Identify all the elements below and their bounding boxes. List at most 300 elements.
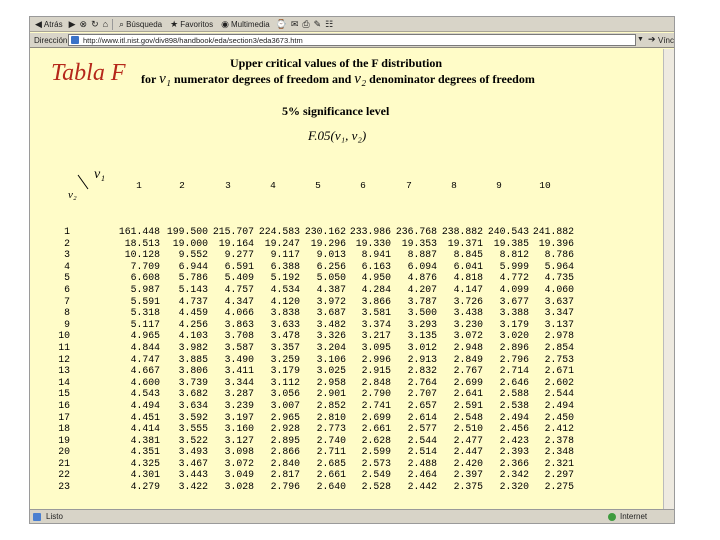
table-cell: 18.513 <box>124 237 160 249</box>
print-icon[interactable]: ⎙ <box>302 18 310 29</box>
search-label: Búsqueda <box>126 19 163 29</box>
table-cell: 3.443 <box>178 469 208 481</box>
table-row <box>30 296 674 308</box>
table-cell: 3.587 <box>224 341 254 353</box>
table-cell: 2.488 <box>407 457 437 469</box>
table-cell: 6.041 <box>453 260 483 272</box>
star-icon: ★ <box>170 18 179 29</box>
table-cell: 2.456 <box>499 423 529 435</box>
table-cell: 2.901 <box>316 388 346 400</box>
table-cell: 6.256 <box>316 260 346 272</box>
table-cell: 6.591 <box>224 260 254 272</box>
table-cell: 2.646 <box>499 376 529 388</box>
table-cell: 3.866 <box>361 295 391 307</box>
table-cell: 2.978 <box>544 330 574 342</box>
table-cell: 2.948 <box>453 341 483 353</box>
table-cell: 5.050 <box>316 272 346 284</box>
table-cell: 2.699 <box>361 411 391 423</box>
table-cell: 5.964 <box>544 260 574 272</box>
table-cell: 2.378 <box>544 434 574 446</box>
column-header: 6 <box>360 180 366 191</box>
table-cell: 8.845 <box>453 249 483 261</box>
table-cell: 4.066 <box>224 307 254 319</box>
home-icon[interactable]: ⌂ <box>102 18 109 29</box>
table-cell: 5.786 <box>178 272 208 284</box>
subheading-for: for <box>141 72 157 86</box>
significance-label: 5% significance level <box>282 104 390 118</box>
table-cell: 3.493 <box>178 446 208 458</box>
table-cell: 3.239 <box>224 399 254 411</box>
table-cell: 4.451 <box>130 411 160 423</box>
table-cell: 3.293 <box>407 318 437 330</box>
table-cell: 2.528 <box>361 481 391 493</box>
table-cell: 3.522 <box>178 434 208 446</box>
table-cell: 3.478 <box>270 330 300 342</box>
table-cell: 2.447 <box>453 446 483 458</box>
row-df-label: 22 <box>58 469 70 481</box>
table-cell: 3.127 <box>224 434 254 446</box>
table-cell: 2.753 <box>544 353 574 365</box>
table-cell: 2.740 <box>316 434 346 446</box>
table-cell: 4.494 <box>130 399 160 411</box>
table-cell: 2.599 <box>361 446 391 458</box>
table-cell: 4.735 <box>544 272 574 284</box>
table-cell: 3.739 <box>178 376 208 388</box>
table-cell: 2.996 <box>361 353 391 365</box>
table-cell: 4.284 <box>361 283 391 295</box>
table-heading: Upper critical values of the F distribution <box>230 56 442 70</box>
table-row <box>30 412 674 424</box>
table-cell: 2.297 <box>544 469 574 481</box>
table-cell: 10.128 <box>124 249 160 261</box>
table-cell: 3.012 <box>407 341 437 353</box>
go-arrow-icon[interactable]: ➔ <box>648 34 656 44</box>
table-cell: 2.602 <box>544 376 574 388</box>
table-row <box>30 469 674 481</box>
row-df-label: 21 <box>58 457 70 469</box>
forward-arrow-icon[interactable]: ▶ <box>68 18 76 29</box>
table-cell: 5.318 <box>130 307 160 319</box>
table-cell: 2.510 <box>453 423 483 435</box>
table-cell: 3.025 <box>316 365 346 377</box>
back-label: Atrás <box>43 19 63 29</box>
table-cell: 2.573 <box>361 457 391 469</box>
column-header: 7 <box>406 180 412 191</box>
row-df-label: 9 <box>64 318 70 330</box>
table-cell: 3.072 <box>224 457 254 469</box>
table-cell: 3.787 <box>407 295 437 307</box>
table-row <box>30 319 674 331</box>
table-cell: 4.325 <box>130 457 160 469</box>
table-cell: 5.409 <box>224 272 254 284</box>
table-cell: 215.707 <box>212 226 254 237</box>
table-cell: 2.397 <box>453 469 483 481</box>
table-cell: 236.768 <box>395 226 437 237</box>
back-arrow-icon: ◀ <box>35 18 42 29</box>
table-row <box>30 261 674 273</box>
discuss-icon[interactable]: ☷ <box>325 18 334 29</box>
table-cell: 4.757 <box>224 283 254 295</box>
page-favicon-icon <box>71 36 79 44</box>
table-cell: 5.987 <box>130 283 160 295</box>
page-content <box>30 49 674 509</box>
table-cell: 8.941 <box>361 249 391 261</box>
table-cell: 3.007 <box>270 399 300 411</box>
table-cell: 2.773 <box>316 423 346 435</box>
table-cell: 4.347 <box>224 295 254 307</box>
table-cell: 2.423 <box>499 434 529 446</box>
row-df-label: 5 <box>64 272 70 284</box>
search-icon: ⌕ <box>119 18 125 29</box>
multimedia-button[interactable] <box>219 20 272 29</box>
table-cell: 2.641 <box>453 388 483 400</box>
table-cell: 3.500 <box>407 307 437 319</box>
nu1-symbol: ν₁ <box>159 71 171 87</box>
table-cell: 2.477 <box>453 434 483 446</box>
table-cell: 19.000 <box>172 237 208 249</box>
table-cell: 3.098 <box>224 446 254 458</box>
table-cell: 2.577 <box>407 423 437 435</box>
table-cell: 3.581 <box>361 307 391 319</box>
url-input[interactable] <box>68 34 636 46</box>
table-cell: 4.060 <box>544 283 574 295</box>
table-cell: 4.876 <box>407 272 437 284</box>
table-cell: 3.326 <box>316 330 346 342</box>
table-cell: 2.767 <box>453 365 483 377</box>
table-cell: 2.796 <box>499 353 529 365</box>
table-cell: 4.387 <box>316 283 346 295</box>
table-cell: 2.366 <box>499 457 529 469</box>
table-cell: 2.915 <box>361 365 391 377</box>
zone-label: Internet <box>620 512 648 521</box>
table-cell: 2.661 <box>361 423 391 435</box>
table-cell: 4.844 <box>130 341 160 353</box>
row-df-label: 17 <box>58 411 70 423</box>
row-df-label: 8 <box>64 307 70 319</box>
table-cell: 2.854 <box>544 341 574 353</box>
table-cell: 3.422 <box>178 481 208 493</box>
edit-icon[interactable]: ✎ <box>313 18 322 29</box>
row-df-label: 3 <box>64 249 70 261</box>
table-cell: 4.737 <box>178 295 208 307</box>
back-button[interactable] <box>33 20 65 29</box>
table-cell: 161.448 <box>118 226 160 237</box>
table-cell: 2.840 <box>270 457 300 469</box>
column-header: 4 <box>270 180 276 191</box>
table-cell: 2.588 <box>499 388 529 400</box>
table-cell: 4.099 <box>499 283 529 295</box>
table-cell: 8.887 <box>407 249 437 261</box>
subheading-middle: numerator degrees of freedom and <box>173 72 352 86</box>
table-cell: 199.500 <box>166 226 208 237</box>
table-cell: 9.277 <box>224 249 254 261</box>
table-row <box>30 377 674 389</box>
table-cell: 4.543 <box>130 388 160 400</box>
row-df-label: 1 <box>64 226 70 237</box>
links-label[interactable]: Vínc <box>658 36 675 45</box>
table-cell: 19.330 <box>355 237 391 249</box>
table-cell: 3.838 <box>270 307 300 319</box>
table-row <box>30 423 674 435</box>
table-cell: 4.207 <box>407 283 437 295</box>
table-cell: 3.137 <box>544 318 574 330</box>
table-cell: 4.351 <box>130 446 160 458</box>
toolbar-separator <box>112 19 113 30</box>
vertical-scrollbar[interactable] <box>663 49 674 509</box>
table-cell: 4.459 <box>178 307 208 319</box>
table-cell: 2.832 <box>407 365 437 377</box>
table-cell: 3.049 <box>224 469 254 481</box>
table-cell: 2.321 <box>544 457 574 469</box>
column-header: 3 <box>225 180 231 191</box>
table-row <box>30 307 674 319</box>
table-cell: 2.817 <box>270 469 300 481</box>
row-df-label: 4 <box>64 260 70 272</box>
column-header: 10 <box>539 180 551 191</box>
table-cell: 2.591 <box>453 399 483 411</box>
table-cell: 2.657 <box>407 399 437 411</box>
table-row <box>30 435 674 447</box>
table-cell: 3.112 <box>270 376 300 388</box>
table-cell: 19.164 <box>218 237 254 249</box>
table-cell: 3.682 <box>178 388 208 400</box>
column-headers <box>30 180 674 192</box>
row-df-label: 13 <box>58 365 70 377</box>
table-cell: 2.699 <box>453 376 483 388</box>
table-cell: 2.685 <box>316 457 346 469</box>
table-cell: 3.204 <box>316 341 346 353</box>
row-df-label: 18 <box>58 423 70 435</box>
table-cell: 4.279 <box>130 481 160 493</box>
table-cell: 2.671 <box>544 365 574 377</box>
page-status-icon <box>33 513 41 521</box>
table-cell: 4.747 <box>130 353 160 365</box>
table-cell: 4.534 <box>270 283 300 295</box>
table-row <box>30 226 674 238</box>
table-cell: 2.965 <box>270 411 300 423</box>
table-row <box>30 365 674 377</box>
table-cell: 3.637 <box>544 295 574 307</box>
row-df-label: 15 <box>58 388 70 400</box>
table-cell: 3.160 <box>224 423 254 435</box>
table-row <box>30 272 674 284</box>
table-cell: 9.117 <box>270 249 300 261</box>
row-df-label: 12 <box>58 353 70 365</box>
table-cell: 2.548 <box>453 411 483 423</box>
table-cell: 2.928 <box>270 423 300 435</box>
table-cell: 2.393 <box>499 446 529 458</box>
table-cell: 3.028 <box>224 481 254 493</box>
table-cell: 2.895 <box>270 434 300 446</box>
table-cell: 3.095 <box>361 341 391 353</box>
table-cell: 2.790 <box>361 388 391 400</box>
row-df-label: 10 <box>58 330 70 342</box>
search-button[interactable] <box>117 20 164 29</box>
table-cell: 3.726 <box>453 295 483 307</box>
nu2-symbol: ν₂ <box>354 71 367 87</box>
table-cell: 2.494 <box>544 399 574 411</box>
column-header: 1 <box>136 180 142 191</box>
table-cell: 7.709 <box>130 260 160 272</box>
table-cell: 2.442 <box>407 481 437 493</box>
table-cell: 2.544 <box>407 434 437 446</box>
table-cell: 2.614 <box>407 411 437 423</box>
table-cell: 3.555 <box>178 423 208 435</box>
table-cell: 2.796 <box>270 481 300 493</box>
table-cell: 3.179 <box>270 365 300 377</box>
table-cell: 2.549 <box>361 469 391 481</box>
table-cell: 5.999 <box>499 260 529 272</box>
f-formula: F.05(ν₁, ν₂) <box>308 128 367 143</box>
table-row <box>30 458 674 470</box>
multimedia-label: Multimedia <box>230 19 270 29</box>
table-cell: 2.640 <box>316 481 346 493</box>
row-df-label: 6 <box>64 283 70 295</box>
table-cell: 3.357 <box>270 341 300 353</box>
table-cell: 2.320 <box>499 481 529 493</box>
table-cell: 2.450 <box>544 411 574 423</box>
table-cell: 3.072 <box>453 330 483 342</box>
browser-toolbar <box>30 17 674 32</box>
table-cell: 6.608 <box>130 272 160 284</box>
corner-nu1-label: ν₁ <box>94 167 106 182</box>
table-cell: 19.396 <box>538 237 574 249</box>
table-cell: 3.347 <box>544 307 574 319</box>
table-cell: 4.772 <box>499 272 529 284</box>
table-cell: 4.103 <box>178 330 208 342</box>
table-cell: 2.741 <box>361 399 391 411</box>
table-cell: 4.256 <box>178 318 208 330</box>
favorites-label: Favoritos <box>180 19 214 29</box>
table-cell: 4.818 <box>453 272 483 284</box>
table-row <box>30 238 674 250</box>
table-row <box>30 342 674 354</box>
table-cell: 238.882 <box>441 226 483 237</box>
table-cell: 2.913 <box>407 353 437 365</box>
table-cell: 4.950 <box>361 272 391 284</box>
table-cell: 2.375 <box>453 481 483 493</box>
subheading-end: denominator degrees of freedom <box>369 72 535 86</box>
table-cell: 4.600 <box>130 376 160 388</box>
favorites-button[interactable] <box>168 20 215 29</box>
table-cell: 2.628 <box>361 434 391 446</box>
table-cell: 8.786 <box>544 249 574 261</box>
table-cell: 3.438 <box>453 307 483 319</box>
table-cell: 2.494 <box>499 411 529 423</box>
table-cell: 3.230 <box>453 318 483 330</box>
table-row <box>30 400 674 412</box>
table-cell: 2.514 <box>407 446 437 458</box>
row-df-label: 11 <box>58 341 70 353</box>
table-row <box>30 388 674 400</box>
table-cell: 19.353 <box>401 237 437 249</box>
table-cell: 3.179 <box>499 318 529 330</box>
table-cell: 2.866 <box>270 446 300 458</box>
table-cell: 2.420 <box>453 457 483 469</box>
table-cell: 2.711 <box>316 446 346 458</box>
table-cell: 19.371 <box>447 237 483 249</box>
table-cell: 2.764 <box>407 376 437 388</box>
page-title: Tabla F <box>51 60 126 86</box>
row-df-label: 19 <box>58 434 70 446</box>
table-cell: 2.707 <box>407 388 437 400</box>
table-cell: 19.296 <box>310 237 346 249</box>
table-cell: 3.482 <box>316 318 346 330</box>
table-cell: 4.120 <box>270 295 300 307</box>
table-row <box>30 330 674 342</box>
table-cell: 3.411 <box>224 365 254 377</box>
table-cell: 2.852 <box>316 399 346 411</box>
row-df-label: 2 <box>64 237 70 249</box>
table-cell: 19.247 <box>264 237 300 249</box>
table-cell: 3.677 <box>499 295 529 307</box>
address-dropdown-icon[interactable]: ▼ <box>637 36 644 43</box>
row-df-label: 16 <box>58 399 70 411</box>
table-cell: 6.163 <box>361 260 391 272</box>
column-header: 9 <box>496 180 502 191</box>
table-cell: 241.882 <box>532 226 574 237</box>
table-cell: 2.464 <box>407 469 437 481</box>
table-cell: 2.348 <box>544 446 574 458</box>
table-cell: 3.592 <box>178 411 208 423</box>
table-cell: 2.275 <box>544 481 574 493</box>
table-cell: 3.056 <box>270 388 300 400</box>
table-cell: 2.896 <box>499 341 529 353</box>
table-cell: 2.538 <box>499 399 529 411</box>
refresh-icon[interactable]: ↻ <box>91 18 99 29</box>
table-cell: 2.342 <box>499 469 529 481</box>
row-df-label: 7 <box>64 295 70 307</box>
table-cell: 240.543 <box>487 226 529 237</box>
status-text: Listo <box>46 512 63 521</box>
table-cell: 2.714 <box>499 365 529 377</box>
table-cell: 4.147 <box>453 283 483 295</box>
table-cell: 3.287 <box>224 388 254 400</box>
table-row <box>30 354 674 366</box>
table-cell: 2.849 <box>453 353 483 365</box>
table-row <box>30 481 674 493</box>
table-cell: 233.986 <box>349 226 391 237</box>
table-cell: 3.217 <box>361 330 391 342</box>
table-cell: 3.634 <box>178 399 208 411</box>
stop-icon[interactable]: ⊗ <box>79 18 88 29</box>
table-cell: 8.812 <box>499 249 529 261</box>
table-cell: 2.810 <box>316 411 346 423</box>
internet-zone-icon <box>608 513 616 521</box>
table-cell: 2.848 <box>361 376 391 388</box>
address-label: Dirección <box>34 36 68 45</box>
table-cell: 3.490 <box>224 353 254 365</box>
column-header: 2 <box>179 180 185 191</box>
table-cell: 5.591 <box>130 295 160 307</box>
mail-icon[interactable]: ✉ <box>290 18 299 29</box>
table-cell: 6.094 <box>407 260 437 272</box>
table-cell: 3.467 <box>178 457 208 469</box>
table-cell: 3.982 <box>178 341 208 353</box>
table-cell: 3.687 <box>316 307 346 319</box>
table-cell: 3.374 <box>361 318 391 330</box>
table-cell: 230.162 <box>304 226 346 237</box>
status-bar <box>30 509 674 524</box>
table-cell: 4.667 <box>130 365 160 377</box>
table-cell: 6.388 <box>270 260 300 272</box>
table-cell: 4.381 <box>130 434 160 446</box>
table-cell: 5.143 <box>178 283 208 295</box>
table-cell: 6.944 <box>178 260 208 272</box>
table-cell: 19.385 <box>493 237 529 249</box>
table-cell: 3.344 <box>224 376 254 388</box>
history-icon[interactable]: ⌚ <box>275 18 287 29</box>
